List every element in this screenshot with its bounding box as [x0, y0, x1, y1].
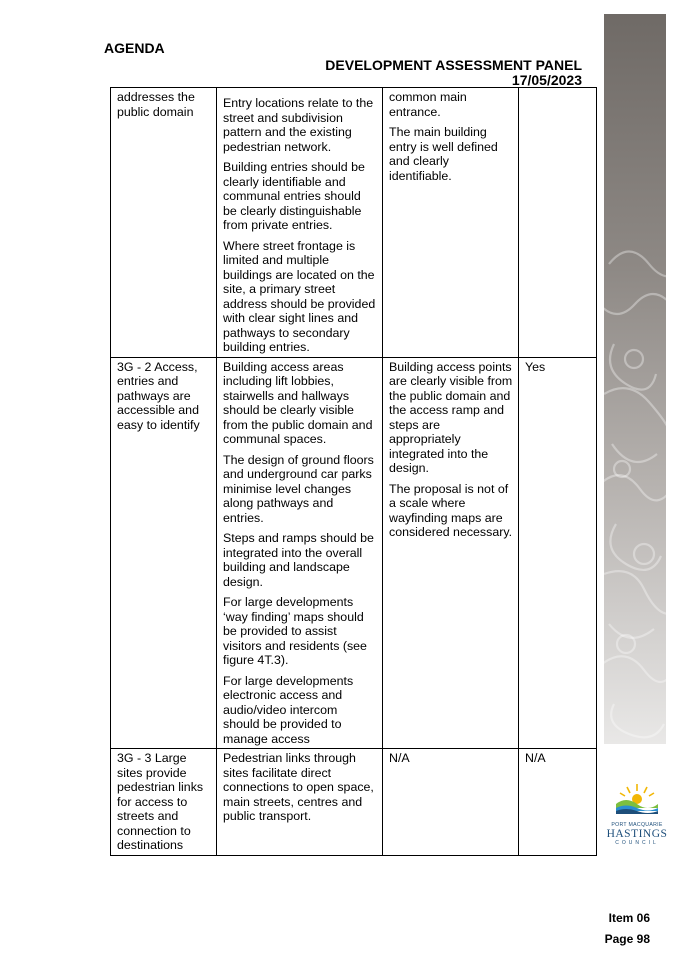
assessment-table-body: [111, 88, 597, 856]
council-logo: [604, 782, 670, 846]
table-cell: [217, 357, 383, 749]
pattern-graphic: [604, 14, 666, 744]
cell-paragraph: The proposal is not of a scale where wayfinding maps are considered necessary.: [389, 481, 513, 539]
page-number: Page 98: [604, 932, 650, 946]
table-row: [111, 88, 597, 358]
cell-paragraph: Building access areas including lift lobbies, stairwells and hallways should be clearly visible from the public domain and communal spaces.: [223, 359, 373, 446]
table-cell: [383, 749, 519, 856]
table-row: [111, 749, 597, 856]
sun-hills-icon: [614, 782, 660, 816]
cell-paragraph: Pedestrian links through sites facilitate direct connections to open space, main streets, centres and public transport.: [223, 751, 374, 823]
cell-paragraph: Steps and ramps should be integrated into the overall building and landscape design.: [223, 531, 374, 589]
cell-paragraph: addresses the public domain: [117, 90, 195, 119]
table-cell: [519, 357, 597, 749]
table-cell: [111, 749, 217, 856]
cell-paragraph: 3G - 3 Large sites provide pedestrian links for access to streets and connection to destinations: [117, 751, 204, 852]
cell-paragraph: Yes: [525, 359, 546, 374]
item-number: Item 06: [608, 911, 650, 925]
cell-paragraph: The design of ground floors and underground car parks minimise level changes along pathways and entries.: [223, 452, 374, 525]
table-cell: [217, 749, 383, 856]
cell-paragraph: 3G - 2 Access, entries and pathways are accessible and easy to identify: [117, 359, 200, 432]
agenda-heading: AGENDA: [104, 40, 165, 56]
logo-line-2: HASTINGS: [606, 828, 668, 840]
cell-paragraph: common main entrance.: [389, 90, 467, 119]
cell-paragraph: For large developments ‘way finding’ maps should be provided to assist visitors and residents (see figure 4T.3).: [223, 595, 367, 667]
table-cell: [111, 88, 217, 358]
table-cell: [217, 88, 383, 358]
cell-paragraph: Entry locations relate to the street and subdivision pattern and the existing pedestrian network.: [223, 96, 374, 154]
meeting-date: 17/05/2023: [511, 72, 582, 88]
cell-paragraph: N/A: [525, 751, 546, 765]
decorative-sidebar: [604, 14, 666, 744]
cell-paragraph: Building access points are clearly visible from the public domain and the access ramp and steps are appropriately integrated into the design.: [389, 359, 513, 475]
cell-paragraph: Where street frontage is limited and multiple buildings are located on the site, a primary street address should be provided with clear sight lines and pathways to secondary building entries.: [223, 238, 376, 354]
panel-title: DEVELOPMENT ASSESSMENT PANEL: [325, 57, 582, 73]
table-cell: [519, 88, 597, 358]
cell-paragraph: The main building entry is well defined and clearly identifiable.: [389, 125, 498, 183]
cell-paragraph: Building entries should be clearly identifiable and communal entries should be clearly distinguishable from private entries.: [223, 160, 365, 232]
table-cell: [383, 88, 519, 358]
logo-line-3: COUNCIL: [615, 840, 659, 846]
assessment-table: [110, 87, 597, 856]
cell-paragraph: N/A: [389, 751, 410, 765]
logo-line-1: PORT MACQUARIE: [611, 822, 663, 828]
table-cell: [383, 357, 519, 749]
table-cell: [111, 357, 217, 749]
cell-paragraph: For large developments electronic access and audio/video intercom should be provided to manage access: [223, 673, 354, 746]
table-row: [111, 357, 597, 749]
table-cell: [519, 749, 597, 856]
